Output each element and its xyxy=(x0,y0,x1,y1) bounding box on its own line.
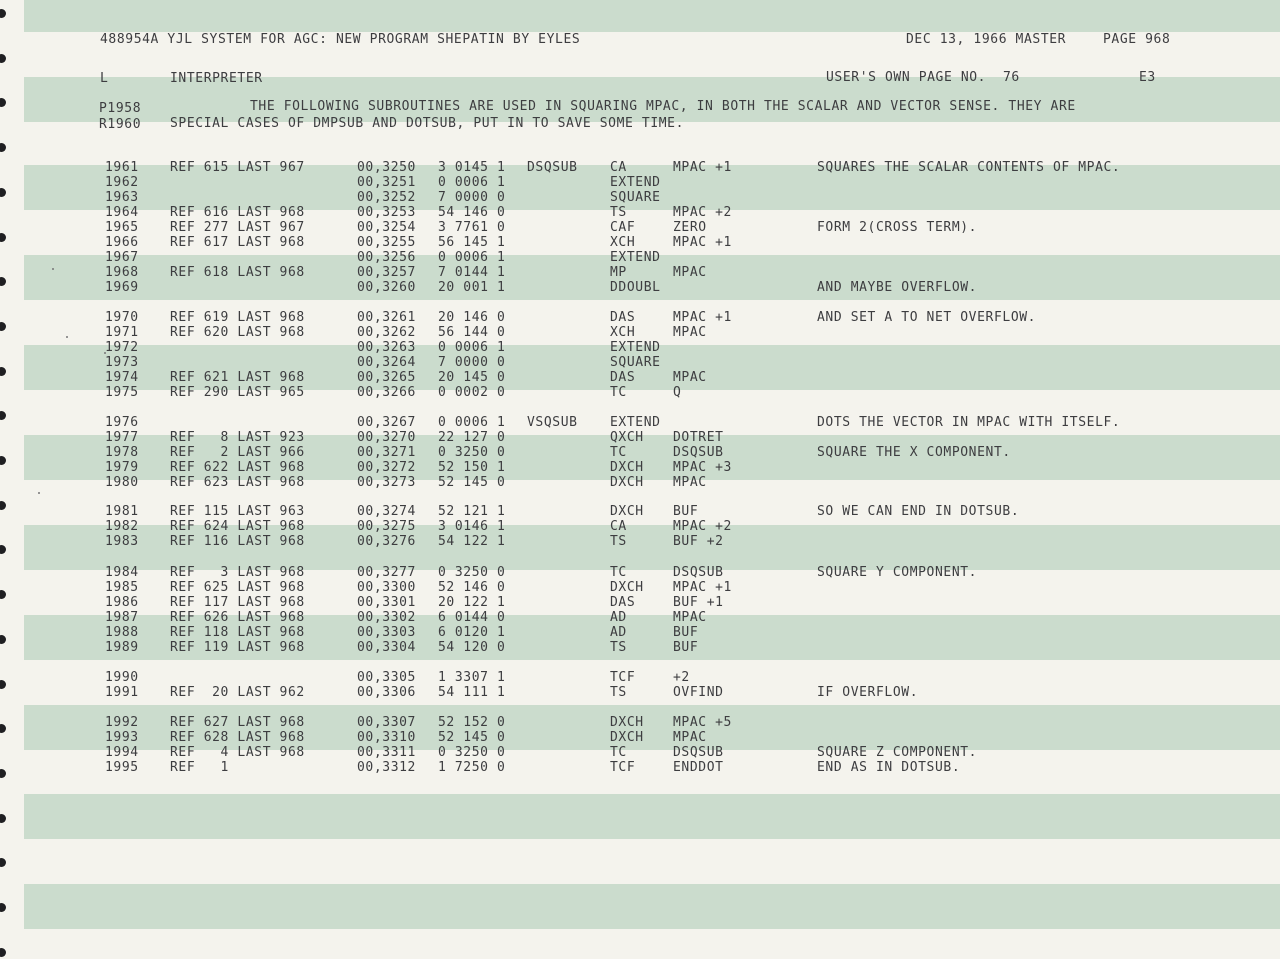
line-number: 1976 xyxy=(105,415,139,430)
opcode: DAS xyxy=(610,370,636,385)
address: 00,3262 xyxy=(357,325,416,340)
comment: DOTS THE VECTOR IN MPAC WITH ITSELF. xyxy=(817,415,1121,430)
ink-speck xyxy=(38,492,40,494)
feed-hole xyxy=(0,9,6,18)
opcode: DXCH xyxy=(610,580,644,595)
object-word: 0 0002 0 xyxy=(438,385,506,400)
address: 00,3264 xyxy=(357,355,416,370)
listing-date: DEC 13, 1966 MASTER xyxy=(906,32,1067,47)
line-number: 1968 xyxy=(105,265,139,280)
address: 00,3303 xyxy=(357,625,416,640)
operand: MPAC +1 xyxy=(673,310,732,325)
address: 00,3307 xyxy=(357,715,416,730)
object-word: 6 0144 0 xyxy=(438,610,506,625)
operand: MPAC xyxy=(673,265,707,280)
listing-row xyxy=(0,670,1280,685)
address: 00,3301 xyxy=(357,595,416,610)
ref-info: REF 115 LAST 963 xyxy=(170,504,305,519)
users-own-page: USER'S OWN PAGE NO. 76 xyxy=(826,70,1020,85)
opcode: TC xyxy=(610,445,627,460)
listing-row xyxy=(0,745,1280,760)
object-word: 3 0146 1 xyxy=(438,519,506,534)
comment: SQUARE THE X COMPONENT. xyxy=(817,445,1011,460)
line-number: 1994 xyxy=(105,745,139,760)
address: 00,3274 xyxy=(357,504,416,519)
line-number: 1986 xyxy=(105,595,139,610)
intro-line-text: SPECIAL CASES OF DMPSUB AND DOTSUB, PUT IN TO SAVE SOME TIME. xyxy=(170,116,685,131)
listing-row xyxy=(0,475,1280,490)
paper-band xyxy=(24,884,1280,929)
address: 00,3265 xyxy=(357,370,416,385)
ref-info: REF 624 LAST 968 xyxy=(170,519,305,534)
listing-row xyxy=(0,190,1280,205)
ref-info: REF 618 LAST 968 xyxy=(170,265,305,280)
line-number: 1988 xyxy=(105,625,139,640)
address: 00,3250 xyxy=(357,160,416,175)
operand: +2 xyxy=(673,670,690,685)
opcode: DXCH xyxy=(610,730,644,745)
object-word: 56 144 0 xyxy=(438,325,506,340)
operand: DOTRET xyxy=(673,430,724,445)
address: 00,3255 xyxy=(357,235,416,250)
listing-row xyxy=(0,355,1280,370)
intro-line-number: R1960 xyxy=(99,117,142,132)
operand: MPAC xyxy=(673,325,707,340)
operand: MPAC xyxy=(673,370,707,385)
ref-info: REF 627 LAST 968 xyxy=(170,715,305,730)
feed-hole xyxy=(0,143,6,152)
address: 00,3276 xyxy=(357,534,416,549)
address: 00,3312 xyxy=(357,760,416,775)
comment: FORM 2(CROSS TERM). xyxy=(817,220,978,235)
object-word: 52 121 1 xyxy=(438,504,506,519)
ref-info: REF 617 LAST 968 xyxy=(170,235,305,250)
ref-info: REF 117 LAST 968 xyxy=(170,595,305,610)
opcode: DAS xyxy=(610,310,636,325)
opcode: EXTEND xyxy=(610,250,661,265)
object-word: 54 146 0 xyxy=(438,205,506,220)
operand: DSQSUB xyxy=(673,745,724,760)
line-number: 1961 xyxy=(105,160,139,175)
listing-row xyxy=(0,730,1280,745)
object-word: 0 0006 1 xyxy=(438,415,506,430)
line-number: 1983 xyxy=(105,534,139,549)
line-number: 1963 xyxy=(105,190,139,205)
listing-row xyxy=(0,625,1280,640)
ref-info: REF 4 LAST 968 xyxy=(170,745,305,760)
opcode: CA xyxy=(610,160,627,175)
listing-row xyxy=(0,280,1280,295)
line-number: 1965 xyxy=(105,220,139,235)
opcode: EXTEND xyxy=(610,415,661,430)
address: 00,3263 xyxy=(357,340,416,355)
ref-info: REF 626 LAST 968 xyxy=(170,610,305,625)
line-number: 1973 xyxy=(105,355,139,370)
ref-info: REF 623 LAST 968 xyxy=(170,475,305,490)
line-number: 1978 xyxy=(105,445,139,460)
listing-row xyxy=(0,685,1280,700)
opcode: TS xyxy=(610,685,627,700)
line-number: 1995 xyxy=(105,760,139,775)
ref-info: REF 616 LAST 968 xyxy=(170,205,305,220)
line-number: 1962 xyxy=(105,175,139,190)
address: 00,3256 xyxy=(357,250,416,265)
ref-info: REF 116 LAST 968 xyxy=(170,534,305,549)
opcode: DXCH xyxy=(610,715,644,730)
page-number: PAGE 968 xyxy=(1103,32,1171,47)
object-word: 3 7761 0 xyxy=(438,220,506,235)
object-word: 56 145 1 xyxy=(438,235,506,250)
listing-row xyxy=(0,580,1280,595)
address: 00,3277 xyxy=(357,565,416,580)
line-number: 1972 xyxy=(105,340,139,355)
opcode: DXCH xyxy=(610,475,644,490)
line-number: 1964 xyxy=(105,205,139,220)
opcode: TC xyxy=(610,565,627,580)
operand: MPAC +3 xyxy=(673,460,732,475)
address: 00,3266 xyxy=(357,385,416,400)
line-number: 1992 xyxy=(105,715,139,730)
listing-row xyxy=(0,715,1280,730)
opcode: XCH xyxy=(610,325,636,340)
ref-info: REF 625 LAST 968 xyxy=(170,580,305,595)
listing-row xyxy=(0,610,1280,625)
ref-info: REF 119 LAST 968 xyxy=(170,640,305,655)
opcode: TS xyxy=(610,205,627,220)
object-word: 0 0006 1 xyxy=(438,250,506,265)
comment: SQUARE Z COMPONENT. xyxy=(817,745,978,760)
ref-info: REF 277 LAST 967 xyxy=(170,220,305,235)
comment: SQUARE Y COMPONENT. xyxy=(817,565,978,580)
ref-info: REF 622 LAST 968 xyxy=(170,460,305,475)
address: 00,3254 xyxy=(357,220,416,235)
listing-row xyxy=(0,534,1280,549)
opcode: SQUARE xyxy=(610,190,661,205)
object-word: 7 0000 0 xyxy=(438,355,506,370)
listing-row xyxy=(0,205,1280,220)
listing-row xyxy=(0,370,1280,385)
comment: IF OVERFLOW. xyxy=(817,685,919,700)
line-number: 1966 xyxy=(105,235,139,250)
operand: BUF +1 xyxy=(673,595,724,610)
line-number: 1970 xyxy=(105,310,139,325)
feed-hole xyxy=(0,98,6,107)
opcode: DXCH xyxy=(610,460,644,475)
object-word: 0 3250 0 xyxy=(438,745,506,760)
ref-info: REF 620 LAST 968 xyxy=(170,325,305,340)
listing-type: L xyxy=(100,71,109,86)
listing-title: 488954A YJL SYSTEM FOR AGC: NEW PROGRAM SHEPATIN BY EYLES xyxy=(100,32,581,47)
operand: MPAC +1 xyxy=(673,160,732,175)
object-word: 7 0144 1 xyxy=(438,265,506,280)
intro-line-text: THE FOLLOWING SUBROUTINES ARE USED IN SQUARING MPAC, IN BOTH THE SCALAR AND VECTOR SENSE. THEY ARE xyxy=(250,99,1076,114)
operand: MPAC +2 xyxy=(673,205,732,220)
address: 00,3260 xyxy=(357,280,416,295)
opcode: TC xyxy=(610,745,627,760)
address: 00,3304 xyxy=(357,640,416,655)
feed-hole xyxy=(0,858,6,867)
opcode: TC xyxy=(610,385,627,400)
object-word: 52 145 0 xyxy=(438,730,506,745)
address: 00,3253 xyxy=(357,205,416,220)
object-word: 20 146 0 xyxy=(438,310,506,325)
object-word: 1 3307 1 xyxy=(438,670,506,685)
address: 00,3273 xyxy=(357,475,416,490)
feed-hole xyxy=(0,54,6,63)
label: VSQSUB xyxy=(527,415,578,430)
line-number: 1989 xyxy=(105,640,139,655)
object-word: 20 145 0 xyxy=(438,370,506,385)
operand: ENDDOT xyxy=(673,760,724,775)
comment: AND SET A TO NET OVERFLOW. xyxy=(817,310,1037,325)
listing-row xyxy=(0,175,1280,190)
ref-info: REF 619 LAST 968 xyxy=(170,310,305,325)
line-number: 1977 xyxy=(105,430,139,445)
operand: BUF xyxy=(673,625,699,640)
opcode: MP xyxy=(610,265,627,280)
opcode: DAS xyxy=(610,595,636,610)
listing-row xyxy=(0,325,1280,340)
operand: BUF +2 xyxy=(673,534,724,549)
address: 00,3270 xyxy=(357,430,416,445)
address: 00,3311 xyxy=(357,745,416,760)
operand: MPAC xyxy=(673,730,707,745)
operand: BUF xyxy=(673,640,699,655)
operand: OVFIND xyxy=(673,685,724,700)
line-number: 1969 xyxy=(105,280,139,295)
address: 00,3300 xyxy=(357,580,416,595)
address: 00,3275 xyxy=(357,519,416,534)
object-word: 52 146 0 xyxy=(438,580,506,595)
address: 00,3257 xyxy=(357,265,416,280)
address: 00,3251 xyxy=(357,175,416,190)
object-word: 0 0006 1 xyxy=(438,340,506,355)
line-number: 1975 xyxy=(105,385,139,400)
opcode: EXTEND xyxy=(610,175,661,190)
operand: BUF xyxy=(673,504,699,519)
line-number: 1981 xyxy=(105,504,139,519)
object-word: 54 120 0 xyxy=(438,640,506,655)
operand: DSQSUB xyxy=(673,565,724,580)
listing-row xyxy=(0,460,1280,475)
opcode: SQUARE xyxy=(610,355,661,370)
opcode: DDOUBL xyxy=(610,280,661,295)
opcode: TCF xyxy=(610,760,636,775)
address: 00,3302 xyxy=(357,610,416,625)
section-name: INTERPRETER xyxy=(170,71,263,86)
object-word: 6 0120 1 xyxy=(438,625,506,640)
ref-info: REF 628 LAST 968 xyxy=(170,730,305,745)
object-word: 54 111 1 xyxy=(438,685,506,700)
line-number: 1979 xyxy=(105,460,139,475)
intro-line-number: P1958 xyxy=(99,101,142,116)
comment: END AS IN DOTSUB. xyxy=(817,760,961,775)
address: 00,3252 xyxy=(357,190,416,205)
listing-row xyxy=(0,265,1280,280)
object-word: 0 3250 0 xyxy=(438,445,506,460)
ref-info: REF 615 LAST 967 xyxy=(170,160,305,175)
line-number: 1985 xyxy=(105,580,139,595)
object-word: 7 0000 0 xyxy=(438,190,506,205)
address: 00,3310 xyxy=(357,730,416,745)
ref-info: REF 3 LAST 968 xyxy=(170,565,305,580)
address: 00,3305 xyxy=(357,670,416,685)
opcode: TCF xyxy=(610,670,636,685)
ref-info: REF 20 LAST 962 xyxy=(170,685,305,700)
opcode: AD xyxy=(610,625,627,640)
object-word: 0 3250 0 xyxy=(438,565,506,580)
opcode: DXCH xyxy=(610,504,644,519)
opcode: QXCH xyxy=(610,430,644,445)
object-word: 52 150 1 xyxy=(438,460,506,475)
operand: DSQSUB xyxy=(673,445,724,460)
listing-row xyxy=(0,235,1280,250)
line-number: 1991 xyxy=(105,685,139,700)
ref-info: REF 2 LAST 966 xyxy=(170,445,305,460)
listing-row xyxy=(0,415,1280,430)
opcode: CAF xyxy=(610,220,636,235)
listing-row xyxy=(0,519,1280,534)
object-word: 22 127 0 xyxy=(438,430,506,445)
paper-band xyxy=(24,0,1280,32)
line-number: 1990 xyxy=(105,670,139,685)
listing-row xyxy=(0,445,1280,460)
listing-row xyxy=(0,640,1280,655)
line-number: 1980 xyxy=(105,475,139,490)
line-number: 1967 xyxy=(105,250,139,265)
opcode: TS xyxy=(610,640,627,655)
object-word: 0 0006 1 xyxy=(438,175,506,190)
address: 00,3261 xyxy=(357,310,416,325)
listing-row xyxy=(0,250,1280,265)
opcode: TS xyxy=(610,534,627,549)
ref-info: REF 8 LAST 923 xyxy=(170,430,305,445)
object-word: 20 122 1 xyxy=(438,595,506,610)
operand: MPAC +1 xyxy=(673,235,732,250)
ref-info: REF 118 LAST 968 xyxy=(170,625,305,640)
operand: MPAC +2 xyxy=(673,519,732,534)
operand: MPAC xyxy=(673,610,707,625)
object-word: 52 145 0 xyxy=(438,475,506,490)
object-word: 1 7250 0 xyxy=(438,760,506,775)
address: 00,3271 xyxy=(357,445,416,460)
object-word: 20 001 1 xyxy=(438,280,506,295)
object-word: 54 122 1 xyxy=(438,534,506,549)
listing-row xyxy=(0,565,1280,580)
address: 00,3272 xyxy=(357,460,416,475)
object-word: 52 152 0 xyxy=(438,715,506,730)
feed-hole xyxy=(0,948,6,957)
listing-row xyxy=(0,595,1280,610)
listing-row xyxy=(0,385,1280,400)
address: 00,3306 xyxy=(357,685,416,700)
feed-hole xyxy=(0,903,6,912)
ref-info: REF 621 LAST 968 xyxy=(170,370,305,385)
paper-band xyxy=(24,794,1280,839)
comment: AND MAYBE OVERFLOW. xyxy=(817,280,978,295)
section-code: E3 xyxy=(1139,70,1156,85)
line-number: 1971 xyxy=(105,325,139,340)
operand: Q xyxy=(673,385,682,400)
comment: SO WE CAN END IN DOTSUB. xyxy=(817,504,1020,519)
listing-row xyxy=(0,760,1280,775)
operand: MPAC +5 xyxy=(673,715,732,730)
operand: ZERO xyxy=(673,220,707,235)
listing-row xyxy=(0,340,1280,355)
line-number: 1982 xyxy=(105,519,139,534)
opcode: XCH xyxy=(610,235,636,250)
operand: MPAC +1 xyxy=(673,580,732,595)
line-number: 1993 xyxy=(105,730,139,745)
comment: SQUARES THE SCALAR CONTENTS OF MPAC. xyxy=(817,160,1121,175)
ref-info: REF 1 xyxy=(170,760,229,775)
address: 00,3267 xyxy=(357,415,416,430)
line-number: 1984 xyxy=(105,565,139,580)
listing-row xyxy=(0,160,1280,175)
opcode: AD xyxy=(610,610,627,625)
line-number: 1974 xyxy=(105,370,139,385)
object-word: 3 0145 1 xyxy=(438,160,506,175)
opcode: EXTEND xyxy=(610,340,661,355)
line-number: 1987 xyxy=(105,610,139,625)
feed-hole xyxy=(0,814,6,823)
listing-row xyxy=(0,430,1280,445)
opcode: CA xyxy=(610,519,627,534)
listing-row xyxy=(0,220,1280,235)
label: DSQSUB xyxy=(527,160,578,175)
ref-info: REF 290 LAST 965 xyxy=(170,385,305,400)
listing-row xyxy=(0,310,1280,325)
listing-row xyxy=(0,504,1280,519)
operand: MPAC xyxy=(673,475,707,490)
